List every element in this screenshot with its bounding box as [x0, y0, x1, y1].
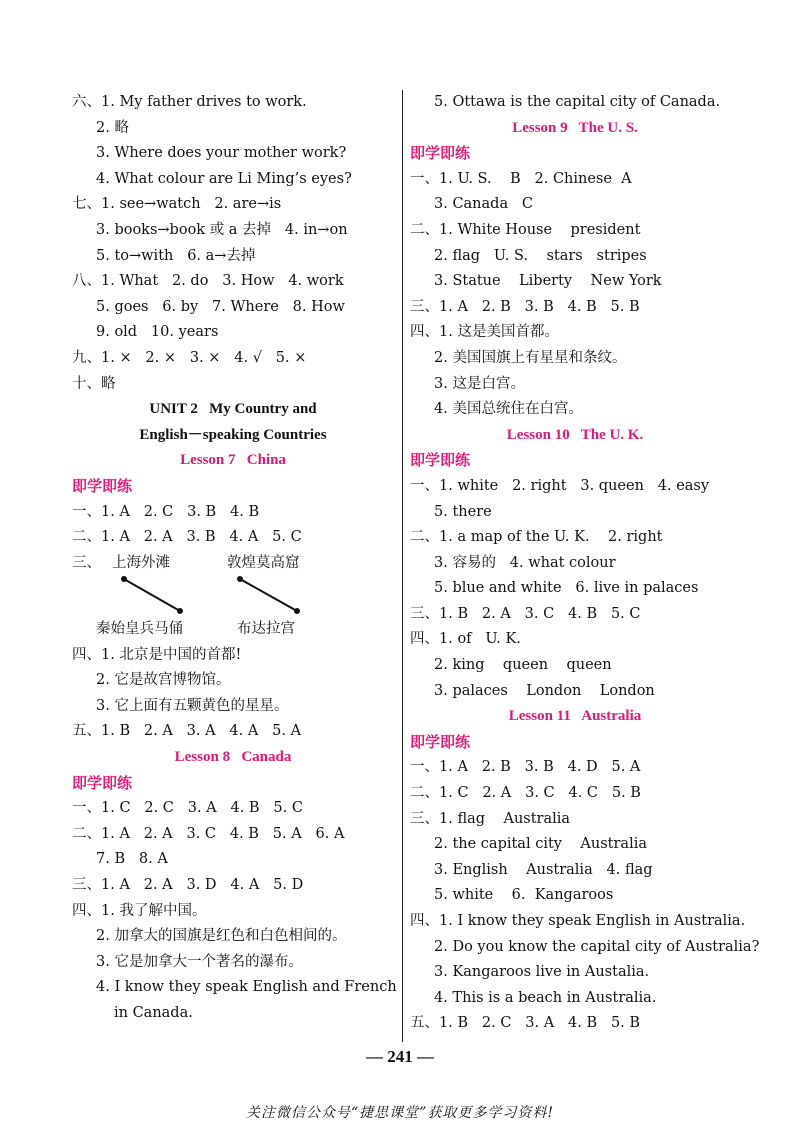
- match-bottom-left: 秦始皇兵马俑: [96, 620, 183, 637]
- match-line: [240, 579, 297, 611]
- lesson-7-heading: Lesson 7 China: [180, 452, 286, 469]
- answer-line: 5. blue and white 6. live in palaces: [434, 580, 699, 597]
- answer-line: 一、1. A 2. C 3. B 4. B: [72, 503, 260, 520]
- answer-line: 三、1. A 2. B 3. B 4. B 5. B: [410, 298, 640, 315]
- answer-line: 7. B 8. A: [96, 851, 168, 868]
- answer-line: 5. goes 6. by 7. Where 8. How: [96, 298, 345, 315]
- answer-line: 五、1. B 2. C 3. A 4. B 5. B: [410, 1015, 641, 1032]
- answer-line: 2. flag U. S. stars stripes: [434, 247, 647, 264]
- answer-line: 一、1. U. S. B 2. Chinese A: [410, 170, 632, 187]
- page-number: — 241 —: [366, 1047, 434, 1066]
- practice-heading: 即学即练: [410, 144, 471, 163]
- answer-line: 3. 它是加拿大一个著名的瀑布。: [96, 953, 303, 970]
- answer-line: 3. Where does your mother work?: [96, 145, 347, 162]
- answer-line: 二、1. a map of the U. K. 2. right: [410, 529, 663, 546]
- match-dot: [294, 608, 300, 614]
- match-bottom-right: 布达拉宫: [237, 620, 295, 637]
- match-top-right: 敦煌莫高窟: [227, 554, 300, 571]
- answer-line: 2. 加拿大的国旗是红色和白色相间的。: [96, 928, 347, 945]
- answer-line: 二、1. A 2. A 3. C 4. B 5. A 6. A: [72, 825, 345, 842]
- answer-line: 3. English Australia 4. flag: [434, 861, 653, 878]
- answer-line: 十、略: [72, 375, 116, 392]
- answer-line: 四、1. I know they speak English in Australia.: [410, 913, 746, 929]
- answer-line: 六、1. My father drives to work.: [72, 94, 307, 110]
- answer-line: 四、1. 北京是中国的首都!: [72, 646, 242, 663]
- answer-line: 3. 它上面有五颗黄色的星星。: [96, 697, 289, 714]
- match-prefix: 三、: [72, 554, 101, 571]
- lesson-11-heading: Lesson 11 Australia: [508, 708, 642, 725]
- unit-title: UNIT 2 My Country and: [149, 401, 317, 418]
- footer-note: 关注微信公众号“捷思课堂”获取更多学习资料!: [246, 1105, 554, 1121]
- answer-line: 一、1. white 2. right 3. queen 4. easy: [410, 477, 710, 494]
- right-column: [410, 90, 760, 1037]
- answer-line: 3. Kangaroos live in Austalia.: [434, 964, 650, 981]
- answer-line: 四、1. 我了解中国。: [72, 902, 207, 919]
- practice-heading: 即学即练: [72, 773, 133, 792]
- answer-line: 2. 美国国旗上有星星和条纹。: [434, 349, 627, 366]
- answer-line: 3. 容易的 4. what colour: [434, 554, 616, 571]
- match-dot: [237, 576, 243, 582]
- answer-line: 9. old 10. years: [96, 324, 219, 341]
- answer-line: 2. the capital city Australia: [434, 836, 647, 853]
- answer-line: 4. I know they speak English and French: [96, 979, 397, 996]
- practice-heading: 即学即练: [410, 451, 471, 470]
- answer-line: 三、1. A 2. A 3. D 4. A 5. D: [72, 877, 304, 894]
- answer-line: 2. 略: [96, 119, 129, 136]
- answer-line: 4. What colour are Li Ming’s eyes?: [96, 170, 352, 187]
- unit-subtitle: English－speaking Countries: [139, 426, 327, 443]
- left-column: [72, 90, 397, 1027]
- answer-line: 5. white 6. Kangaroos: [434, 887, 614, 904]
- answer-line: 4. This is a beach in Australia.: [434, 989, 657, 1006]
- answer-line: 5. there: [434, 503, 492, 520]
- match-dot: [177, 608, 183, 614]
- lesson-8-heading: Lesson 8 Canada: [174, 749, 292, 766]
- answer-line: 3. books→book 或 a 去掉 4. in→on: [96, 221, 348, 238]
- practice-heading: 即学即练: [410, 732, 471, 751]
- answer-line: 二、1. White House president: [410, 221, 641, 238]
- answer-line: 三、1. B 2. A 3. C 4. B 5. C: [410, 605, 641, 622]
- answer-line: 3. palaces London London: [434, 682, 655, 699]
- lesson-10-heading: Lesson 10 The U. K.: [506, 426, 644, 443]
- answer-line: 3. Statue Liberty New York: [434, 273, 662, 290]
- answer-line: 3. 这是白宫。: [434, 375, 525, 392]
- practice-heading: 即学即练: [72, 476, 133, 495]
- answer-line: 八、1. What 2. do 3. How 4. work: [72, 273, 344, 290]
- answer-line: 2. Do you know the capital city of Australia?: [434, 938, 760, 955]
- answer-line: 七、1. see→watch 2. are→is: [72, 196, 282, 213]
- answer-line: 2. king queen queen: [434, 657, 612, 674]
- answer-line: 一、1. C 2. C 3. A 4. B 5. C: [72, 800, 303, 817]
- answer-line: 3. Canada C: [434, 196, 534, 213]
- answer-line: 四、1. of U. K.: [410, 631, 521, 648]
- answer-line: 三、1. flag Australia: [410, 810, 571, 827]
- answer-line: 四、1. 这是美国首都。: [410, 324, 559, 341]
- answer-line: 5. to→with 6. a→去掉: [96, 247, 256, 264]
- answer-line: in Canada.: [114, 1005, 193, 1021]
- answer-line: 二、1. A 2. A 3. B 4. A 5. C: [72, 529, 302, 546]
- match-line: [124, 579, 180, 611]
- answer-line: 4. 美国总统住在白宫。: [434, 401, 583, 418]
- answer-line: 一、1. A 2. B 3. B 4. D 5. A: [410, 759, 641, 776]
- column-divider: [402, 90, 403, 1042]
- answer-line: 5. Ottawa is the capital city of Canada.: [434, 94, 721, 110]
- answer-line: 五、1. B 2. A 3. A 4. A 5. A: [72, 723, 302, 740]
- answer-line: 二、1. C 2. A 3. C 4. C 5. B: [410, 785, 641, 802]
- matching-exercise: [72, 551, 394, 643]
- match-dot: [121, 576, 127, 582]
- answer-line: 九、1. × 2. × 3. × 4. √ 5. ×: [72, 349, 307, 366]
- match-top-left: 上海外滩: [112, 554, 170, 571]
- answer-line: 2. 它是故宫博物馆。: [96, 672, 231, 689]
- lesson-9-heading: Lesson 9 The U. S.: [512, 119, 638, 136]
